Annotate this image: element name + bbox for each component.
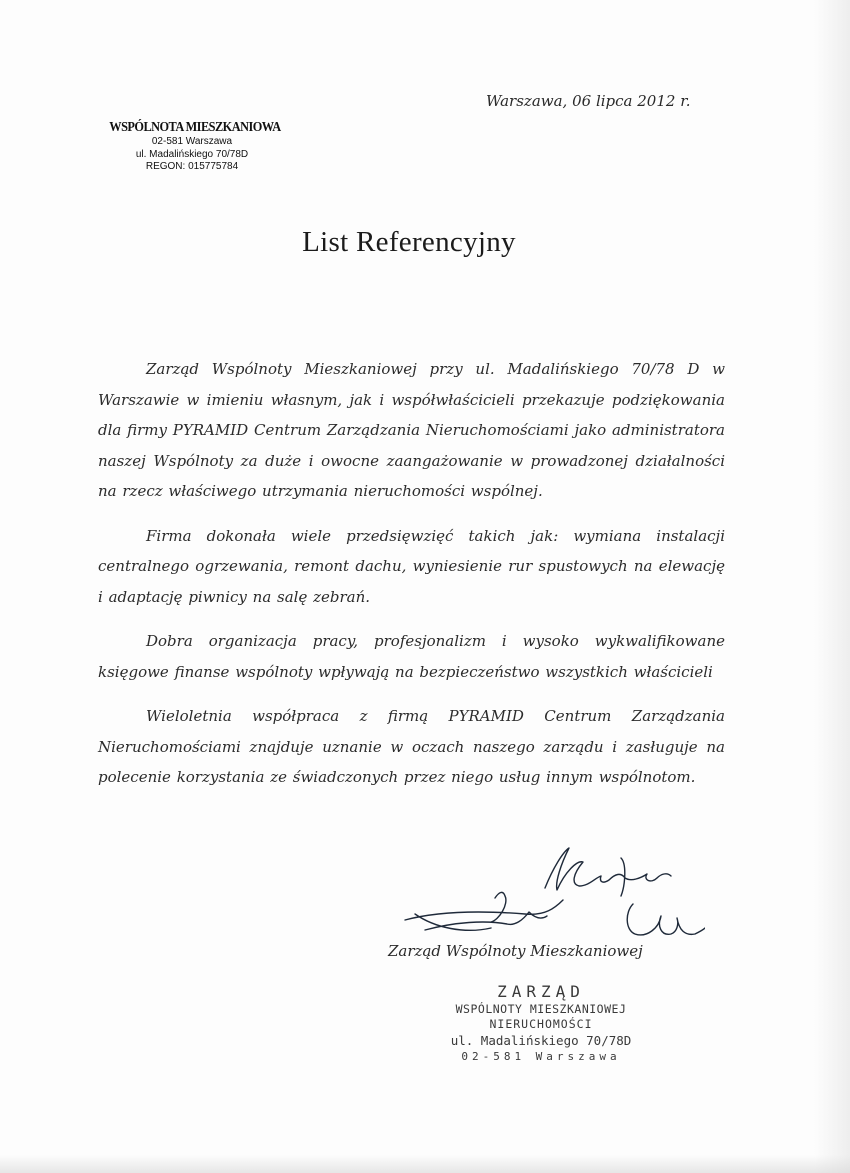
letter-date: Warszawa, 06 lipca 2012 r. xyxy=(486,92,691,110)
sender-street: ul. Madalińskiego 70/78D xyxy=(135,148,249,160)
signatory-line: Zarząd Wspólnoty Mieszkaniowej xyxy=(388,942,643,960)
sender-header xyxy=(98,120,286,174)
stamp-line-city: 02-581 Warszawa xyxy=(461,1050,621,1063)
paragraph-recommendation: Wieloletnia współpraca z firmą PYRAMID Centrum Zarządzania Nieruchomościami znajduje uznanie w oczach naszego zarządu i zasługuje na polecenie korzystania ze świadczonych przez niego usług innym wspólnotom. xyxy=(98,707,725,786)
sender-name: WSPÓLNOTA MIESZKANIOWA xyxy=(109,120,281,135)
letter-title: List Referencyjny xyxy=(302,226,516,258)
paragraph-thanks: Zarząd Wspólnoty Mieszkaniowej przy ul. Madalińskiego 70/78 D w Warszawie w imieniu własnym, jak i współwłaścicieli przekazuje podziękowania dla firmy PYRAMID Centrum Zarządzania Nieruchomościami jako administratora naszej Wspólnoty za duże i owocne zaangażowanie w prowadzonej działalności na rzecz właściwego utrzymania nieruchomości wspólnej. xyxy=(98,360,725,500)
stamp-line-street: ul. Madalińskiego 70/78D xyxy=(450,1033,632,1048)
scan-bottom-shadow xyxy=(0,1155,850,1173)
paragraph-organization: Dobra organizacja pracy, profesjonalizm i wysoko wykwalifikowane księgowe finanse wspólnoty wpływają na bezpieczeństwo wszystkich właścicieli xyxy=(98,632,725,681)
board-stamp xyxy=(416,982,666,1064)
paragraph-projects: Firma dokonała wiele przedsięwzięć takich jak: wymiana instalacji centralnego ogrzewania, remont dachu, wyniesienie rur spustowych na elewację i adaptację piwnicy na salę zebrań. xyxy=(98,526,725,606)
handwritten-signatures xyxy=(395,838,705,950)
scan-edge-shadow xyxy=(814,0,850,1173)
sender-postal: 02-581 Warszawa xyxy=(151,136,233,147)
stamp-line-community: WSPÓLNOTY MIESZKANIOWEJ xyxy=(455,1002,627,1016)
stamp-line-property: NIERUCHOMOŚCI xyxy=(489,1017,593,1031)
letter-body xyxy=(98,354,725,807)
sender-regon: REGON: 015775784 xyxy=(145,161,239,172)
stamp-line-board: ZARZĄD xyxy=(497,982,585,1001)
